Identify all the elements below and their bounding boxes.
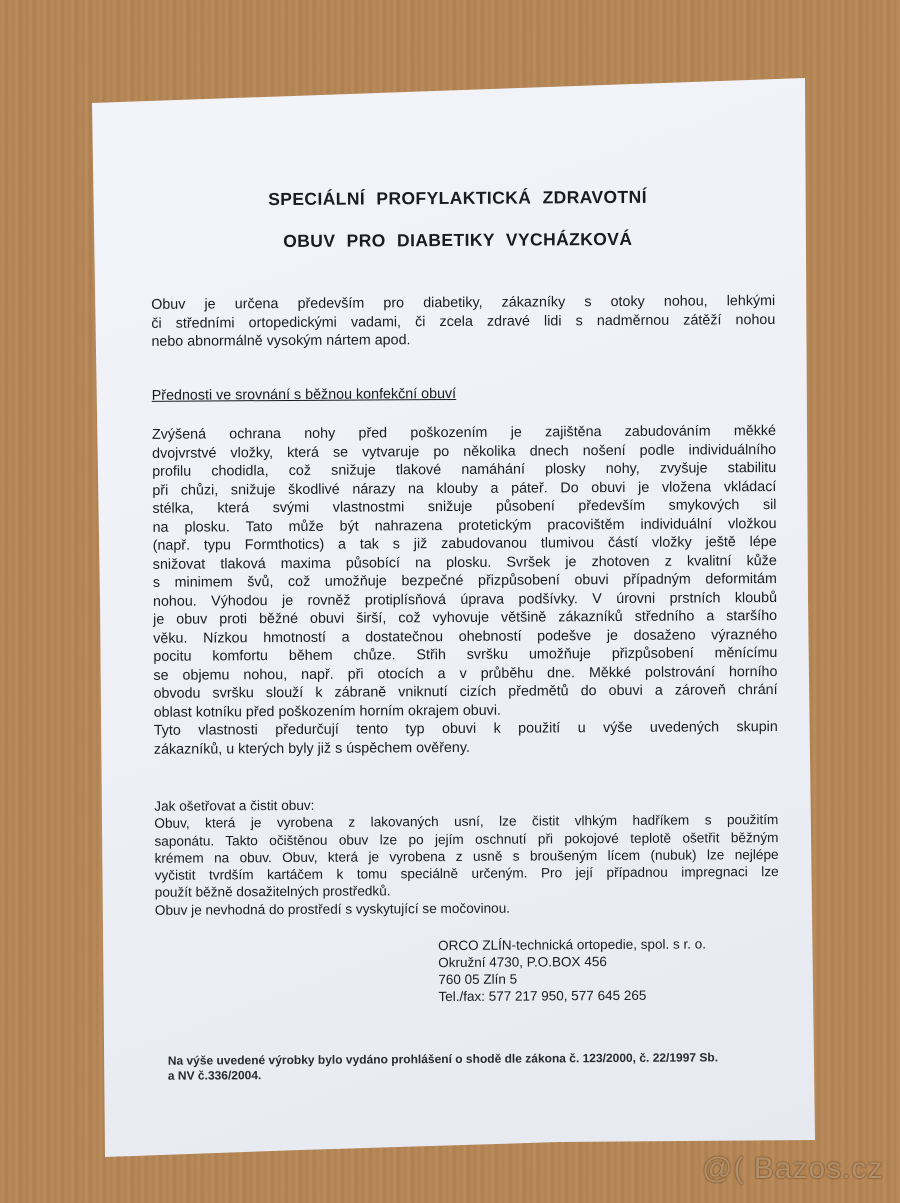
care-paragraph xyxy=(154,811,779,919)
text-line: Tel./fax: 577 217 950, 577 645 265 xyxy=(438,987,647,1005)
care-heading: Jak ošetřovat a čistit obuv: xyxy=(154,797,315,814)
care-section xyxy=(154,794,779,919)
text-line: snižovat tlaková maxima působící na plosku. Svršek je zhotoven z kvalitní kůže xyxy=(152,552,777,573)
text-line: je obuv proti běžné obuvi širší, což vyhovuje většině zákazníků středního a staršího xyxy=(153,608,778,628)
text-line: či středními ortopedickými vadami, či zcela zdravé lidi s nadměrnou zátěží nohou xyxy=(151,311,776,332)
text-line: s minimem švů, což umožňuje bezpečné přizpůsobení obuvi případným deformitám xyxy=(152,571,777,591)
text-line: na plosku. Tato může být nahrazena protetickým pracovištěm individuální vložkou xyxy=(152,515,777,536)
text-line: Zvýšená ochrana nohy před poškozením je zajištěna zabudováním měkké xyxy=(151,423,777,443)
text-line: vyčistit tvrdším kartáčem k tomu speciálně určeným. Pro její případnou impregnaci lze xyxy=(154,864,779,883)
text-line: se objemu nohou, např. při otocích a v průběhu dne. Měkké polstrování horního xyxy=(153,663,778,684)
text-line: nohou. Výhodou je rovněž protiplísňová úprava podšívky. V úrovni prstních kloubů xyxy=(152,589,778,610)
text-line: (např. typu Formthotics) a tak s již zabudovanou tlumivou částí vložky ještě lépe xyxy=(152,534,777,554)
text-line: stélka, která svými vlastnostmi snižuje působení především smykových sil xyxy=(152,497,777,517)
document-title-line-1: SPECIÁLNÍ PROFYLAKTICKÁ ZDRAVOTNÍ xyxy=(268,186,647,210)
text-line: při chůzi, snižuje škodlivé nárazy na klouby a páteř. Do obuvi je vložena vkládací xyxy=(152,478,777,499)
section-heading: Přednosti ve srovnání s běžnou konfekční obuví xyxy=(151,385,457,404)
text-line: použít běžně dosažitelných prostředků. xyxy=(154,883,391,901)
company-address xyxy=(438,935,706,1005)
text-line: Okružní 4730, P.O.BOX 456 xyxy=(438,954,607,971)
body-paragraph xyxy=(152,422,778,759)
text-line: oblast kotníku před poškozením horním okrajem obuvi. xyxy=(153,702,502,721)
text-line: a NV č.336/2004. xyxy=(167,1068,262,1083)
text-line: dvojvrstvé vložky, která se vytvaruje po několika dnech nošení podle individuálního xyxy=(152,441,777,462)
text-line: věku. Nízkou hmotností a dostatečnou ohebností podešve je dosaženo výrazného xyxy=(153,626,778,647)
conformity-note xyxy=(168,1050,788,1084)
text-line: 760 05 Zlín 5 xyxy=(438,971,518,988)
text-line: Na výše uvedené výrobky bylo vydáno prohlášení o shodě dle zákona č. 123/2000, č. 22/1997 Sb. xyxy=(167,1050,719,1068)
text-line: saponátu. Takto očištěnou obuv lze po jejím oschnutí při pokojové teplotě ošetřit běžným xyxy=(154,829,779,849)
document-title-line-2: OBUV PRO DIABETIKY VYCHÁZKOVÁ xyxy=(283,228,633,252)
bazos-watermark: @( Bazos.cz xyxy=(702,1152,884,1185)
text-line: krémem na obuv. Obuv, která je vyrobena z usně s broušeným lícem (nubuk) lze nejlépe xyxy=(154,846,779,866)
text-line: ORCO ZLÍN-technická ortopedie, spol. s r. o. xyxy=(438,936,707,954)
text-line: Tyto vlastnosti předurčují tento typ obuvi k použití u výše uvedených skupin xyxy=(153,719,778,739)
text-line: profilu chodidla, což snižuje tlakové namáhání plosky nohy, zvyšuje stabilitu xyxy=(152,460,777,480)
text-line: zákazníků, u kterých byly již s úspěchem ověřeny. xyxy=(153,739,470,758)
text-line: nebo abnormálně vysokým nártem apod. xyxy=(151,332,411,350)
text-line: pocitu komfortu během chůze. Střih svršku umožňuje přizpůsobení měnícímu xyxy=(153,645,778,665)
intro-paragraph xyxy=(151,292,775,351)
text-line: Obuv, která je vyrobena z lakovaných usní, lze čistit vlhkým hadříkem s použitím xyxy=(154,812,779,832)
text-line: obvodu svršku slouží k zábraně vniknutí cizích předmětů do obuvi a zároveň chrání xyxy=(153,682,778,702)
text-line: Obuv je nevhodná do prostředí s vyskytující se močovinou. xyxy=(154,900,511,918)
text-line: Obuv je určena především pro diabetiky, zákazníky s otoky nohou, lehkými xyxy=(151,293,776,313)
